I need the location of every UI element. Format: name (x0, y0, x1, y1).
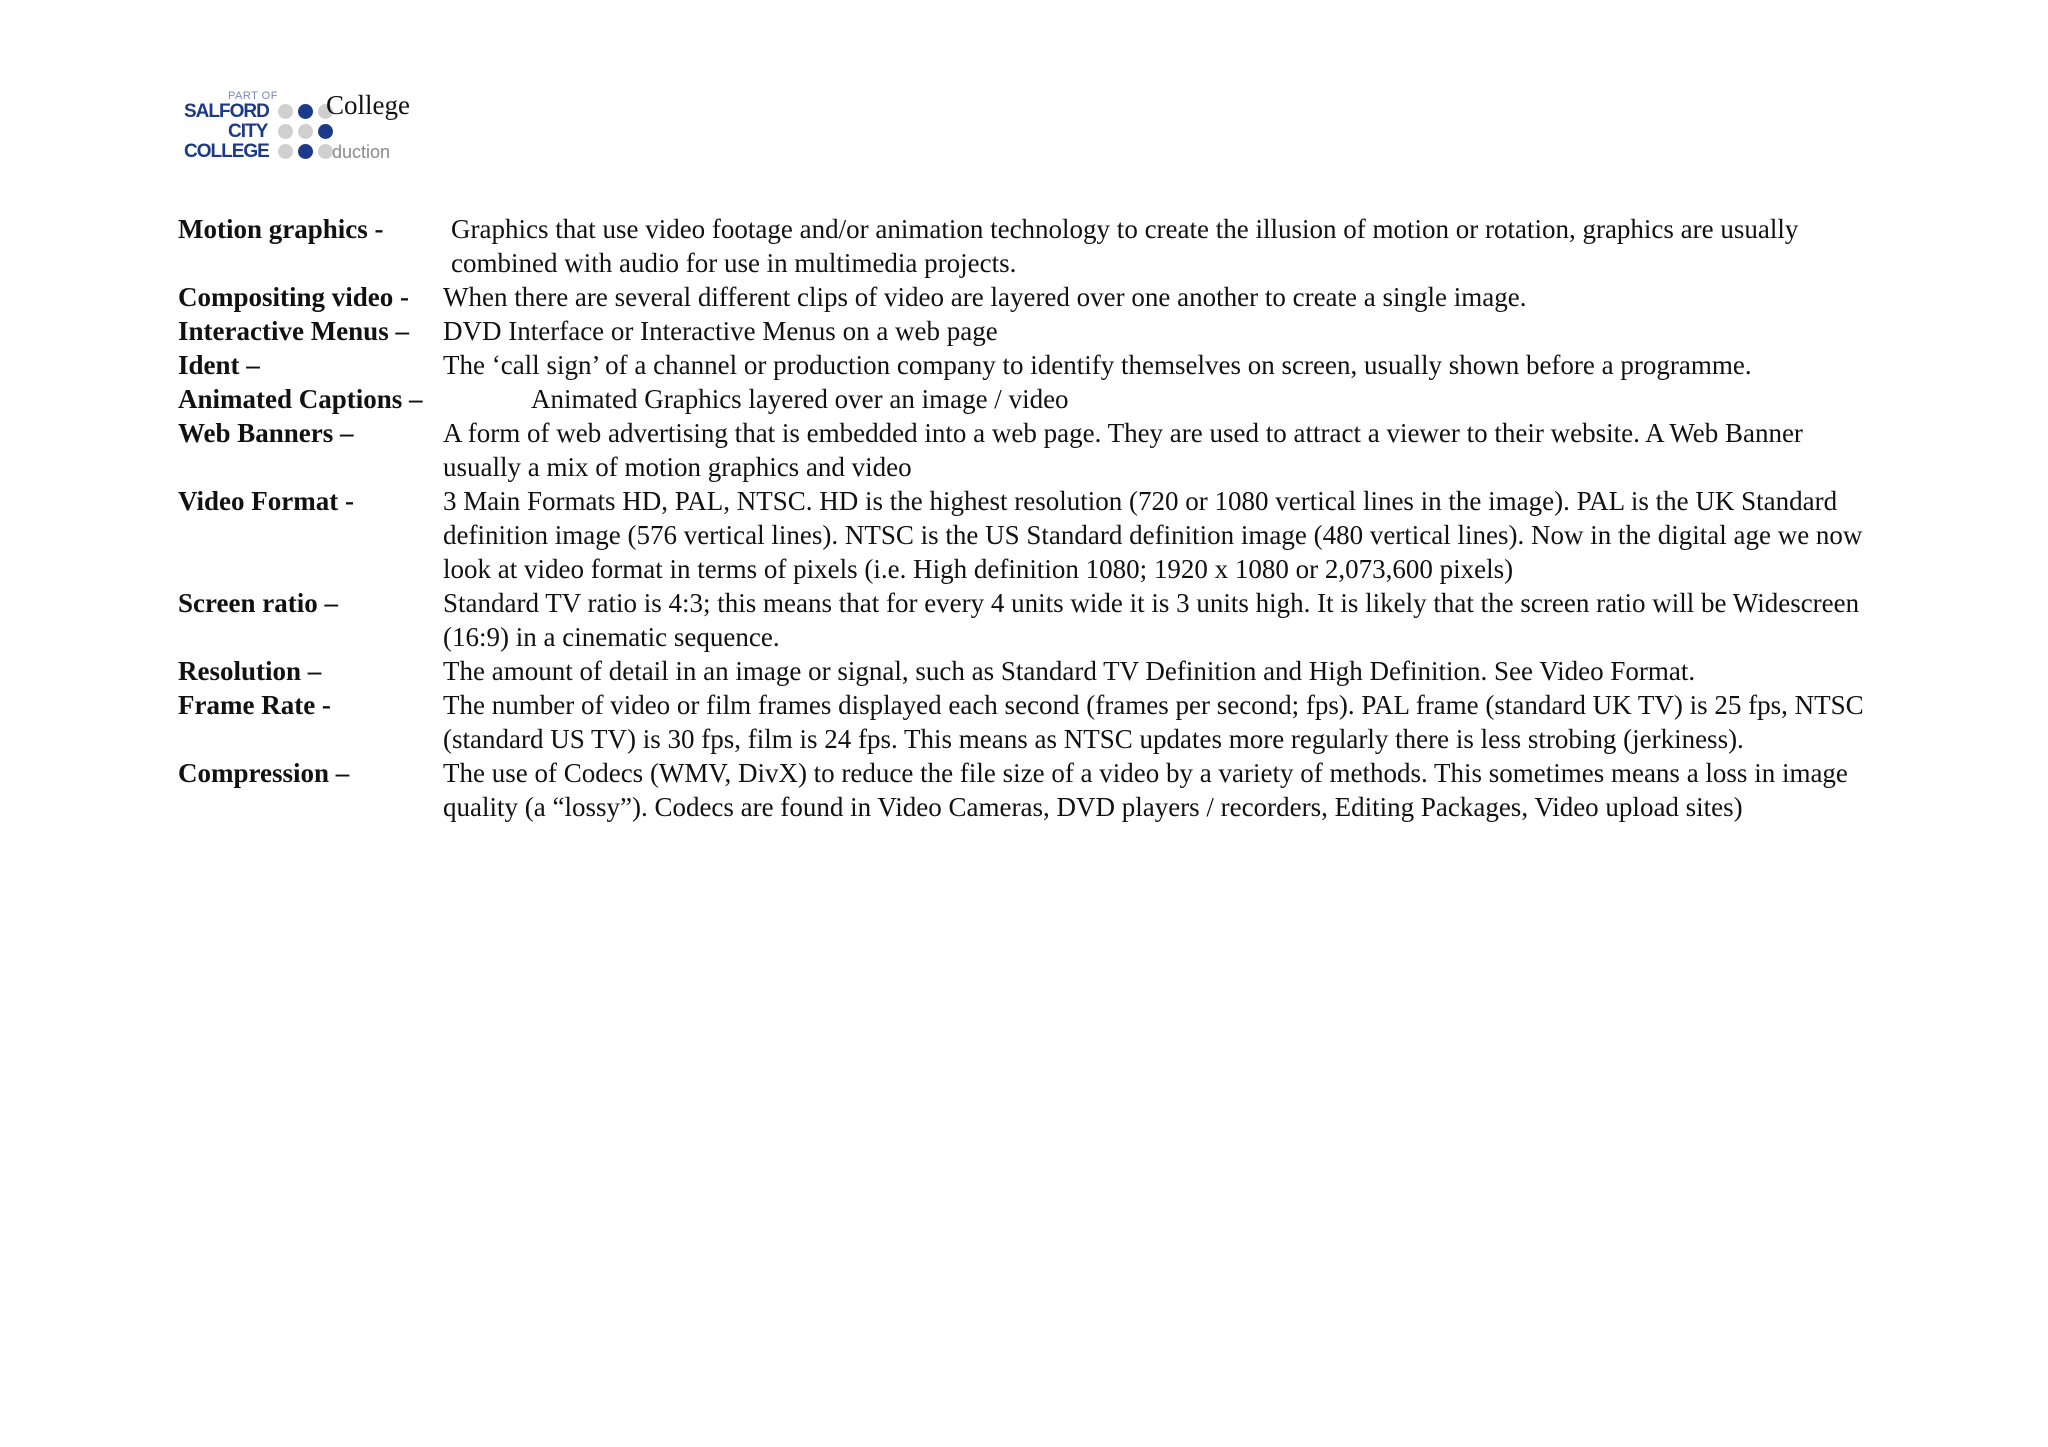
glossary-definition: Graphics that use video footage and/or animation technology to create the illusion of motion or rotation, graphics are usually combined with audio for use in multimedia projects. (451, 214, 1799, 278)
glossary-term: Screen ratio – (178, 588, 338, 618)
glossary-entry-compositing-video (178, 280, 1878, 314)
glossary-term: Video Format - (178, 486, 354, 516)
glossary-list (178, 212, 1878, 824)
college-logo (182, 90, 422, 170)
logo-part-of-text: PART OF (228, 90, 278, 102)
header-subtitle-fragment: duction (332, 142, 391, 162)
glossary-definition: Standard TV ratio is 4:3; this means that for every 4 units wide it is 3 units high. It is likely that the screen ratio will be Widescreen (16:9) in a cinematic sequence. (443, 588, 1860, 652)
glossary-definition: A form of web advertising that is embedded into a web page. They are used to attract a viewer to their website. A Web Banner usually a mix of motion graphics and video (443, 418, 1803, 482)
glossary-definition: The use of Codecs (WMV, DivX) to reduce the file size of a video by a variety of methods. This sometimes means a loss in image quality (a “lossy”). Codecs are found in Video Cameras, DVD players / recorders, Editing Packages, Video upload sites) (443, 758, 1848, 822)
glossary-definition: The amount of detail in an image or signal, such as Standard TV Definition and High Definition. See Video Format. (443, 656, 1696, 686)
glossary-entry-interactive-menus (178, 314, 1878, 348)
glossary-entry-compression (178, 756, 1878, 824)
glossary-entry-video-format (178, 484, 1878, 586)
glossary-definition: The ‘call sign’ of a channel or production company to identify themselves on screen, usually shown before a programme. (443, 350, 1752, 380)
glossary-term: Animated Captions – (178, 384, 423, 414)
glossary-term: Motion graphics - (178, 214, 384, 244)
logo-word-college: COLLEGE (184, 141, 269, 162)
header-college-fragment: College (326, 90, 410, 120)
glossary-entry-web-banners (178, 416, 1878, 484)
glossary-term: Frame Rate - (178, 690, 331, 720)
logo-word-salford: SALFORD (184, 101, 269, 122)
glossary-term: Compression – (178, 758, 350, 788)
logo-word-city: CITY (228, 121, 268, 142)
glossary-definition: DVD Interface or Interactive Menus on a web page (443, 316, 998, 346)
glossary-term: Resolution – (178, 656, 322, 686)
glossary-definition: The number of video or film frames displayed each second (frames per second; fps). PAL frame (standard UK TV) is 25 fps, NTSC (standard US TV) is 30 fps, film is 24 fps. This means as NTSC updates more regularly there is less strobing (jerkiness). (443, 690, 1864, 754)
glossary-definition: Animated Graphics layered over an image / video (531, 384, 1069, 414)
glossary-entry-screen-ratio (178, 586, 1878, 654)
salford-city-college-wordmark (182, 90, 342, 170)
glossary-definition: When there are several different clips of video are layered over one another to create a single image. (443, 282, 1527, 312)
glossary-entry-frame-rate (178, 688, 1878, 756)
glossary-entry-animated-captions (178, 382, 1878, 416)
glossary-entry-motion-graphics (178, 212, 1878, 280)
glossary-definition: 3 Main Formats HD, PAL, NTSC. HD is the highest resolution (720 or 1080 vertical lines in the image). PAL is the UK Standard definition image (576 vertical lines). NTSC is the US Standard definition image (480 vertical lines). Now in the digital age we now look at video format in terms of pixels (i.e. High definition 1080; 1920 x 1080 or 2,073,600 pixels) (443, 486, 1863, 584)
glossary-term: Ident – (178, 350, 260, 380)
glossary-entry-ident (178, 348, 1878, 382)
glossary-term: Web Banners – (178, 418, 354, 448)
glossary-entry-resolution (178, 654, 1878, 688)
glossary-term: Compositing video - (178, 282, 410, 312)
glossary-term: Interactive Menus – (178, 316, 409, 346)
